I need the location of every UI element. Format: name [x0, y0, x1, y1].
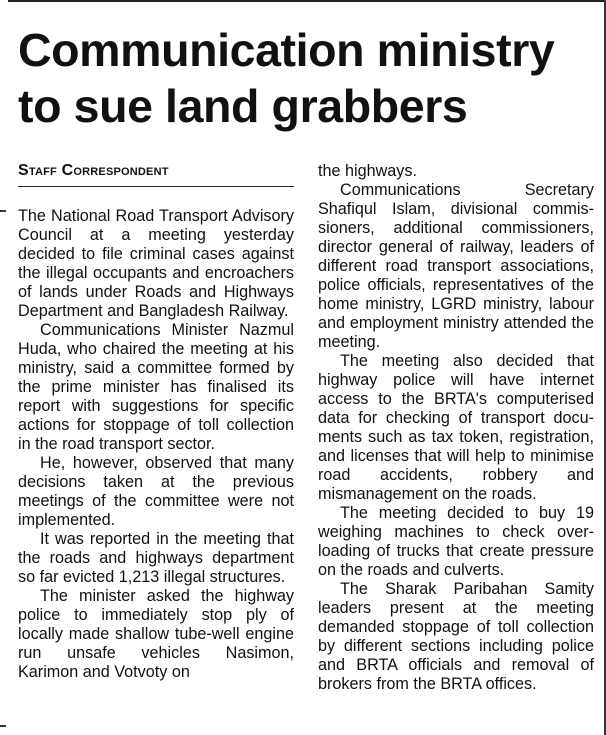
paragraph: The minister asked the highway police to immediately stop ply of locally made shallow tube-well engine run unsafe vehicles Nasimon, Karimon and Votvoty on — [18, 587, 294, 681]
headline-line-1: Communication ministry — [18, 24, 555, 76]
byline: Staff Correspondent — [18, 162, 294, 187]
margin-mark — [0, 725, 6, 727]
paragraph-continuation: the highways. — [318, 162, 417, 180]
headline-line-2: to sue land grabbers — [18, 80, 468, 132]
margin-mark — [0, 210, 6, 212]
paragraph: The Sharak Paribahan Samity leaders present at the meeting demanded stoppage of toll collection by different sections including police and BRTA officials and removal of brokers from the BRTA offices. — [318, 580, 594, 693]
left-column — [18, 162, 294, 682]
paragraph: Communications Secretary Shafiqul Islam, divisional commissioners, additional commissioners, director general of railway, leaders of different road transport associations, police officials, representatives of the home ministry, LGRD ministry, labour and employment ministry attended the meeting. — [318, 181, 594, 351]
right-column — [318, 162, 594, 694]
paragraph: The meeting decided to buy 19 weighing machines to check overloading of trucks that create pressure on the roads and culverts. — [318, 504, 594, 579]
article-headline — [18, 22, 588, 134]
paragraph: The National Road Transport Advisory Council at a meeting yesterday decided to file criminal cases against the illegal occupants and encroachers of lands under Roads and Highways Department and Bangladesh Railway. — [18, 207, 294, 320]
paragraph: The meeting also decided that highway police will have internet access to the BRTA's computerised data for checking of transport documents such as tax token, registration, and licenses that will help to minimise road accidents, robbery and mismanagement on the roads. — [318, 352, 594, 503]
paragraph: It was reported in the meeting that the roads and highways department so far evicted 1,213 illegal structures. — [18, 530, 294, 586]
paragraph: Communications Minister Nazmul Huda, who chaired the meeting at his ministry, said a committee formed by the prime minister has finalised its report with suggestions for specific actions for stoppage of toll collection in the road transport sector. — [18, 321, 294, 453]
page-border-top — [8, 0, 606, 2]
paragraph: He, however, observed that many decisions taken at the previous meetings of the committee were not implemented. — [18, 454, 294, 529]
